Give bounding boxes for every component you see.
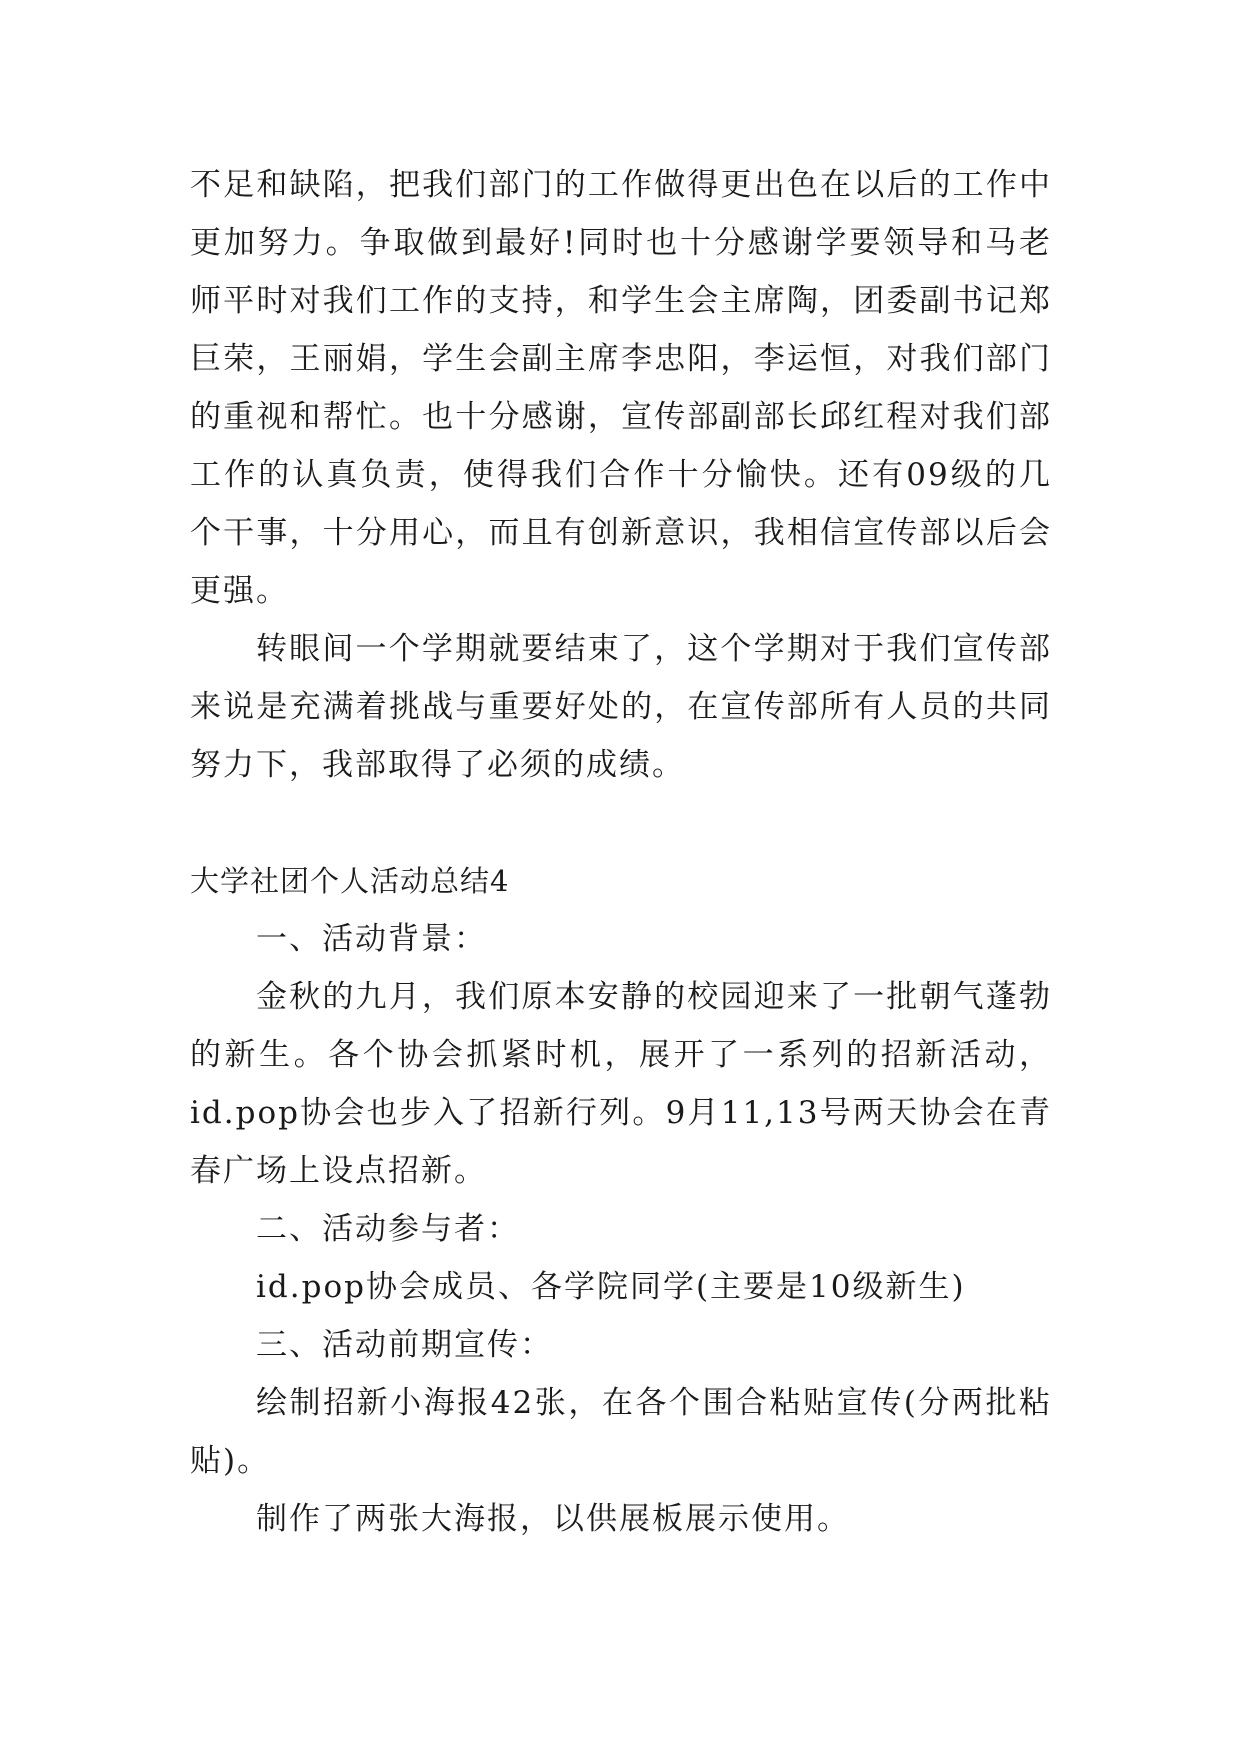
subheading-background: 一、活动背景： — [256, 921, 487, 957]
document-body — [190, 156, 1052, 1548]
paragraph-participants: id.pop协会成员、各学院同学(主要是10级新生) — [256, 1269, 966, 1305]
section-heading: 大学社团个人活动总结4 — [190, 864, 510, 898]
subheading-participants: 二、活动参与者： — [256, 1211, 520, 1247]
paragraph-semester-summary: 转眼间一个学期就要结束了，这个学期对于我们宣传部来说是充满着挑战与重要好处的，在宣传部所有人员的共同努力下，我部取得了必须的成绩。 — [190, 631, 1052, 783]
paragraph-background: 金秋的九月，我们原本安静的校园迎来了一批朝气蓬勃的新生。各个协会抓紧时机，展开了一系列的招新活动，id.pop协会也步入了招新行列。9月11,13号两天协会在青春广场上设点招新。 — [190, 979, 1052, 1189]
section-spacer — [190, 794, 1052, 852]
paragraph-large-posters: 制作了两张大海报，以供展板展示使用。 — [256, 1501, 850, 1537]
paragraph-posters: 绘制招新小海报42张，在各个围合粘贴宣传(分两批粘贴)。 — [190, 1385, 1052, 1479]
subheading-promotion: 三、活动前期宣传： — [256, 1327, 553, 1363]
paragraph-continuation: 不足和缺陷，把我们部门的工作做得更出色在以后的工作中更加努力。争取做到最好!同时也十分感谢学要领导和马老师平时对我们工作的支持，和学生会主席陶，团委副书记郑巨荣，王丽娟，学生会副主席李忠阳，李运恒，对我们部门的重视和帮忙。也十分感谢，宣传部副部长邱红程对我们部工作的认真负责，使得我们合作十分愉快。还有09级的几个干事，十分用心，而且有创新意识，我相信宣传部以后会更强。 — [190, 167, 1052, 609]
